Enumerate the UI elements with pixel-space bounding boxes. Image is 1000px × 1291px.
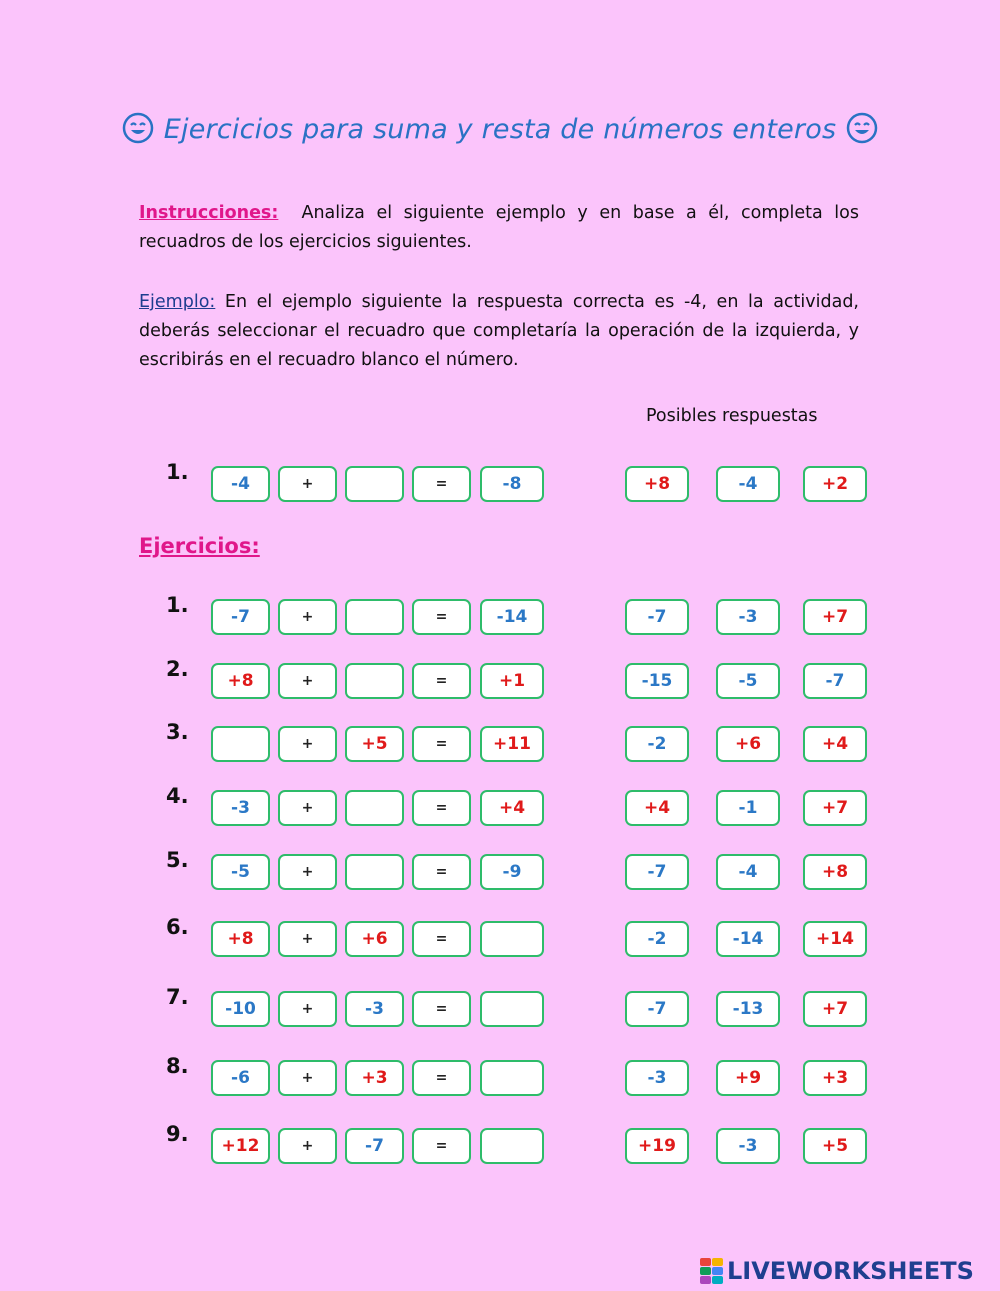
- instructions-text: Analiza el siguiente ejemplo y en base a él, completa los recuadros de los ejercicios siguientes.: [139, 203, 859, 252]
- operand-box: +5: [345, 726, 404, 762]
- ejercicios-heading: Ejercicios:: [139, 534, 260, 558]
- possible-answer-option[interactable]: -7: [625, 599, 689, 635]
- exercise-row: [0, 657, 1000, 703]
- operand-box: +4: [480, 790, 544, 826]
- plus-operator: +: [278, 466, 337, 502]
- exercise-number: 9.: [166, 1122, 189, 1146]
- operand-box: +3: [345, 1060, 404, 1096]
- equals-operator: =: [412, 921, 471, 957]
- possible-answer-option[interactable]: -15: [625, 663, 689, 699]
- plus-operator: +: [278, 663, 337, 699]
- logo-text: LIVEWORKSHEETS: [727, 1257, 974, 1285]
- operand-box: +8: [211, 663, 270, 699]
- equals-operator: =: [412, 854, 471, 890]
- possible-answer-option[interactable]: -3: [716, 1128, 780, 1164]
- operand-box: -7: [345, 1128, 404, 1164]
- smiley-icon: [846, 112, 878, 144]
- example-label: Ejemplo:: [139, 292, 216, 312]
- exercise-row: [0, 1122, 1000, 1168]
- example-row: [0, 460, 1000, 506]
- equals-operator: =: [412, 663, 471, 699]
- possible-answer-option[interactable]: -2: [625, 726, 689, 762]
- possible-answer-option[interactable]: +8: [625, 466, 689, 502]
- equals-operator: =: [412, 599, 471, 635]
- possible-answer-option[interactable]: -14: [716, 921, 780, 957]
- example-paragraph: [139, 288, 859, 375]
- operand-box: +1: [480, 663, 544, 699]
- exercise-row: [0, 848, 1000, 894]
- exercise-number: 1.: [166, 593, 189, 617]
- possible-answer-option[interactable]: +7: [803, 599, 867, 635]
- plus-operator: +: [278, 991, 337, 1027]
- possible-answer-option[interactable]: -5: [716, 663, 780, 699]
- answer-input-box[interactable]: [480, 991, 544, 1027]
- exercise-number: 2.: [166, 657, 189, 681]
- answer-input-box[interactable]: [345, 790, 404, 826]
- posibles-respuestas-label: Posibles respuestas: [646, 406, 818, 426]
- exercise-number: 3.: [166, 720, 189, 744]
- exercise-row: [0, 985, 1000, 1031]
- example-text: En el ejemplo siguiente la respuesta correcta es -4, en la actividad, deberás seleccionar el recuadro que completaría la operación de la izquierda, y escribirás en el recuadro blanco el número.: [139, 292, 859, 370]
- possible-answer-option[interactable]: +5: [803, 1128, 867, 1164]
- possible-answer-option[interactable]: -7: [803, 663, 867, 699]
- possible-answer-option[interactable]: -3: [716, 599, 780, 635]
- possible-answer-option[interactable]: +14: [803, 921, 867, 957]
- exercise-number: 4.: [166, 784, 189, 808]
- operand-box: +11: [480, 726, 544, 762]
- possible-answer-option[interactable]: +7: [803, 790, 867, 826]
- exercise-number: 5.: [166, 848, 189, 872]
- answer-input-box[interactable]: [345, 599, 404, 635]
- possible-answer-option[interactable]: -4: [716, 466, 780, 502]
- answer-input-box[interactable]: [345, 466, 404, 502]
- instructions-label: Instrucciones:: [139, 203, 279, 223]
- exercise-row: [0, 784, 1000, 830]
- answer-input-box[interactable]: [345, 854, 404, 890]
- possible-answer-option[interactable]: -2: [625, 921, 689, 957]
- possible-answer-option[interactable]: +2: [803, 466, 867, 502]
- possible-answer-option[interactable]: -7: [625, 854, 689, 890]
- possible-answer-option[interactable]: -1: [716, 790, 780, 826]
- plus-operator: +: [278, 790, 337, 826]
- operand-box: -8: [480, 466, 544, 502]
- exercise-number: 1.: [166, 460, 189, 484]
- operand-box: +8: [211, 921, 270, 957]
- liveworksheets-logo-icon: [700, 1258, 724, 1284]
- equals-operator: =: [412, 466, 471, 502]
- plus-operator: +: [278, 854, 337, 890]
- liveworksheets-logo: [700, 1256, 974, 1286]
- operand-box: -5: [211, 854, 270, 890]
- plus-operator: +: [278, 599, 337, 635]
- plus-operator: +: [278, 1128, 337, 1164]
- title-text: Ejercicios para suma y resta de números enteros: [163, 114, 837, 145]
- operand-box: -3: [211, 790, 270, 826]
- answer-input-box[interactable]: [345, 663, 404, 699]
- answer-input-box[interactable]: [480, 1128, 544, 1164]
- possible-answer-option[interactable]: +8: [803, 854, 867, 890]
- operand-box: -6: [211, 1060, 270, 1096]
- possible-answer-option[interactable]: +3: [803, 1060, 867, 1096]
- operand-box: -14: [480, 599, 544, 635]
- equals-operator: =: [412, 790, 471, 826]
- possible-answer-option[interactable]: -13: [716, 991, 780, 1027]
- possible-answer-option[interactable]: +4: [803, 726, 867, 762]
- equals-operator: =: [412, 1060, 471, 1096]
- possible-answer-option[interactable]: -3: [625, 1060, 689, 1096]
- exercise-row: [0, 593, 1000, 639]
- operand-box: +6: [345, 921, 404, 957]
- equals-operator: =: [412, 991, 471, 1027]
- plus-operator: +: [278, 1060, 337, 1096]
- possible-answer-option[interactable]: +9: [716, 1060, 780, 1096]
- operand-box: +12: [211, 1128, 270, 1164]
- possible-answer-option[interactable]: +19: [625, 1128, 689, 1164]
- answer-input-box[interactable]: [211, 726, 270, 762]
- plus-operator: +: [278, 921, 337, 957]
- smiley-icon: [122, 112, 154, 144]
- possible-answer-option[interactable]: +6: [716, 726, 780, 762]
- operand-box: -4: [211, 466, 270, 502]
- operand-box: -10: [211, 991, 270, 1027]
- instructions-paragraph: [139, 199, 859, 257]
- possible-answer-option[interactable]: +4: [625, 790, 689, 826]
- exercise-row: [0, 915, 1000, 961]
- answer-input-box[interactable]: [480, 1060, 544, 1096]
- operand-box: -3: [345, 991, 404, 1027]
- answer-input-box[interactable]: [480, 921, 544, 957]
- exercise-number: 8.: [166, 1054, 189, 1078]
- exercise-number: 7.: [166, 985, 189, 1009]
- operand-box: -9: [480, 854, 544, 890]
- operand-box: -7: [211, 599, 270, 635]
- exercise-row: [0, 1054, 1000, 1100]
- possible-answer-option[interactable]: -4: [716, 854, 780, 890]
- page-title: [0, 112, 1000, 145]
- exercise-row: [0, 720, 1000, 766]
- possible-answer-option[interactable]: -7: [625, 991, 689, 1027]
- plus-operator: +: [278, 726, 337, 762]
- possible-answer-option[interactable]: +7: [803, 991, 867, 1027]
- exercise-number: 6.: [166, 915, 189, 939]
- equals-operator: =: [412, 1128, 471, 1164]
- equals-operator: =: [412, 726, 471, 762]
